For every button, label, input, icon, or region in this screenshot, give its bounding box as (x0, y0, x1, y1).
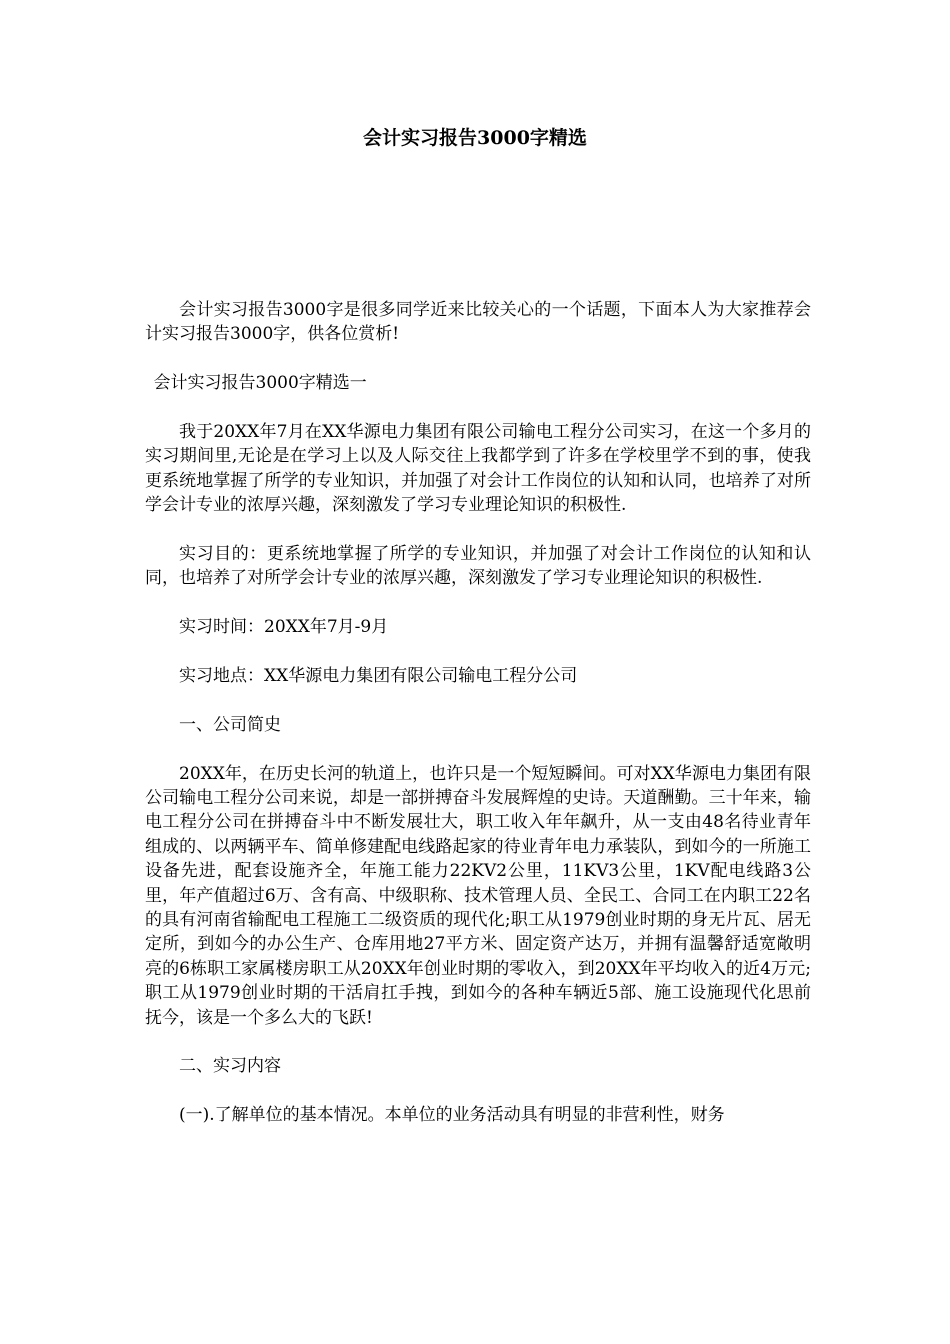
paragraph-unit-overview: (一).了解单位的基本情况。本单位的业务活动具有明显的非营利性，财务 (179, 1105, 725, 1126)
paragraph-internship-purpose: 实习目的：更系统地掌握了所学的专业知识，并加强了对会计工作岗位的认知和认同，也培养了对所学会计专业的浓厚兴趣，深刻激发了学习专业理论知识的积极性. (145, 544, 811, 589)
paragraph-company-history: 20XX年，在历史长河的轨道上，也许只是一个短短瞬间。可对XX华源电力集团有限公司输电工程分公司来说，却是一部拼搏奋斗发展辉煌的史诗。天道酬勤。三十年来，输电工程分公司在拼搏奋斗中不断发展壮大，职工收入年年飙升，从一支由48名待业青年组成的、以两辆平车、简单修建配电线路起家的待业青年电力承装队，到如今的一所施工设备先进，配套设施齐全，年施工能力22KV2公里，11KV3公里，1KV配电线路3公里，年产值超过6万、含有高、中级职称、技术管理人员、全民工、合同工在内职工22名的具有河南省输配电工程施工二级资质的现代化;职工从1979创业时期的身无片瓦、居无定所，到如今的办公生产、仓库用地27平方米、固定资产达万，并拥有温馨舒适宽敞明亮的6栋职工家属楼房职工从20XX年创业时期的零收入，到20XX年平均收入的近4万元;职工从1979创业时期的干活肩扛手拽，到如今的各种车辆近5部、施工设施现代化思前抚今，该是一个多么大的飞跃! (145, 763, 811, 1028)
intro-paragraph: 会计实习报告3000字是很多同学近来比较关心的一个话题，下面本人为大家推荐会计实习报告3000字，供各位赏析! (145, 300, 811, 345)
heading-internship-content: 二、实习内容 (179, 1056, 281, 1077)
heading-company-history: 一、公司简史 (179, 714, 281, 735)
document-title: 会计实习报告3000字精选 (363, 127, 587, 149)
paragraph-internship-time: 实习时间：20XX年7月-9月 (179, 617, 389, 638)
paragraph-internship-overview: 我于20XX年7月在XX华源电力集团有限公司输电工程分公司实习，在这一个多月的实习期间里,无论是在学习上以及人际交往上我都学到了许多在学校里学不到的事，使我更系统地掌握了所学的专业知识，并加强了对会计工作岗位的认知和认同，也培养了对所学会计专业的浓厚兴趣，深刻激发了学习专业理论知识的积极性. (145, 422, 811, 516)
section-heading: 会计实习报告3000字精选一 (153, 373, 367, 394)
paragraph-internship-location: 实习地点：XX华源电力集团有限公司输电工程分公司 (179, 666, 578, 687)
document-body (145, 298, 811, 1128)
